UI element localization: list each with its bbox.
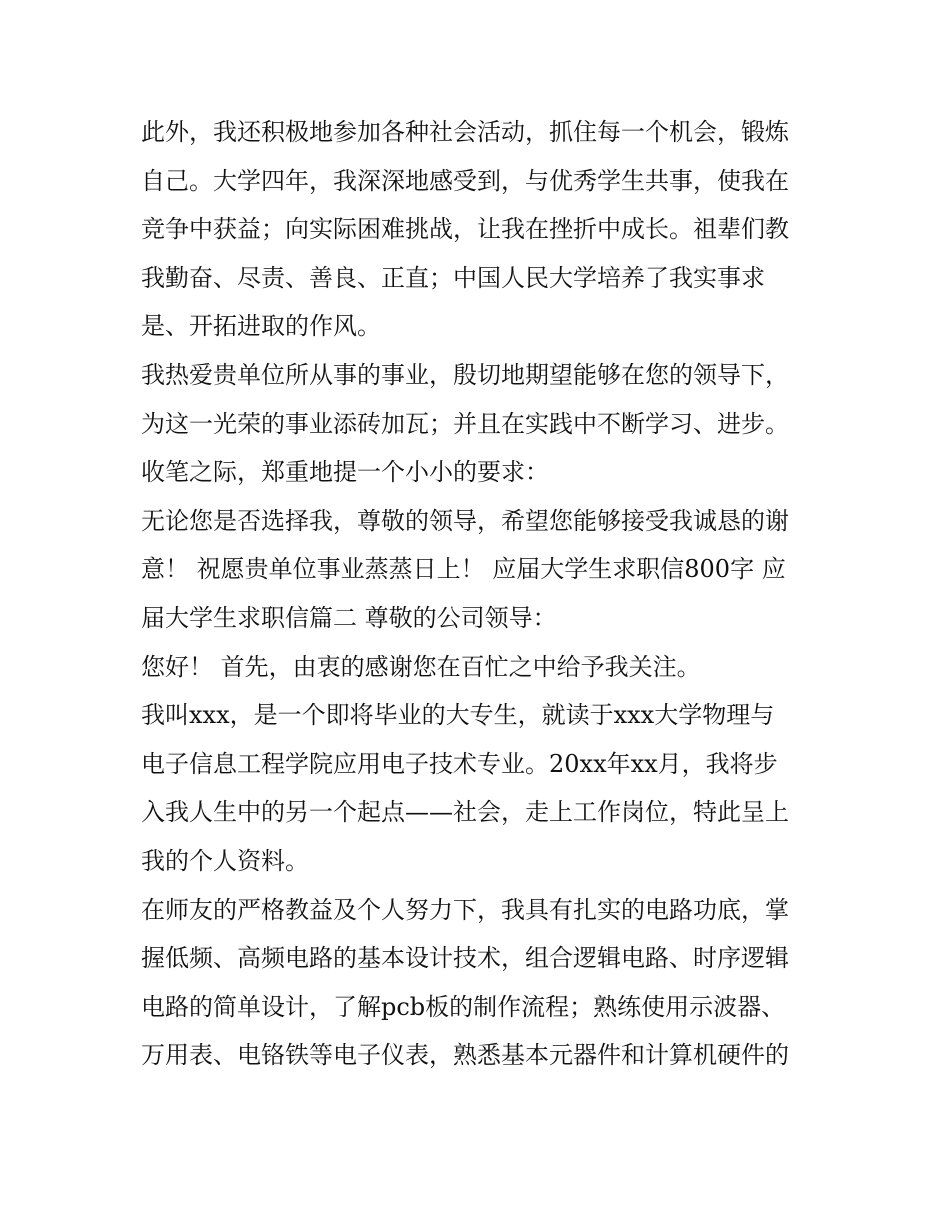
text-line: 电子信息工程学院应用电子技术专业。20xx年xx月，我将步 xyxy=(141,749,778,778)
text-line: 此外，我还积极地参加各种社会活动，抓住每一个机会，锻炼 xyxy=(141,118,789,146)
text-line: 在师友的严格教益及个人努力下，我具有扎实的电路功底，掌 xyxy=(141,895,789,924)
text-line: 我的个人资料。 xyxy=(141,846,309,875)
text-line: 我热爱贵单位所从事的事业，殷切地期望能够在您的领导下， xyxy=(141,360,789,389)
text-line: 握低频、高频电路的基本设计技术，组合逻辑电路、时序逻辑 xyxy=(141,944,789,973)
text-line: 收笔之际，郑重地提一个小小的要求： xyxy=(141,458,549,487)
letter-body-text xyxy=(141,108,821,1080)
text-line: 自己。大学四年，我深深地感受到，与优秀学生共事，使我在 xyxy=(141,166,789,195)
text-line: 为这一光荣的事业添砖加瓦；并且在实践中不断学习、进步。 xyxy=(141,409,789,438)
text-line: 我勤奋、尽责、善良、正直；中国人民大学培养了我实事求 xyxy=(141,263,765,292)
text-line: 您好！ 首先，由衷的感谢您在百忙之中给予我关注。 xyxy=(141,652,701,681)
text-line: 电路的简单设计，了解pcb板的制作流程；熟练使用示波器、 xyxy=(141,992,786,1021)
text-line: 是、开拓进取的作风。 xyxy=(141,312,381,341)
text-line: 入我人生中的另一个起点——社会，走上工作岗位，特此呈上 xyxy=(141,798,789,827)
text-line: 万用表、电铬铁等电子仪表，熟悉基本元器件和计算机硬件的 xyxy=(141,1041,789,1070)
text-line: 意！ 祝愿贵单位事业蒸蒸日上！ 应届大学生求职信800字 应 xyxy=(141,555,786,584)
text-line: 竞争中获益；向实际困难挑战，让我在挫折中成长。祖辈们教 xyxy=(141,215,789,244)
text-line: 届大学生求职信篇二 尊敬的公司领导： xyxy=(141,603,557,632)
text-line: 我叫xxx，是一个即将毕业的大专生，就读于xxx大学物理与 xyxy=(141,701,775,730)
text-line: 无论您是否选择我，尊敬的领导，希望您能够接受我诚恳的谢 xyxy=(141,506,789,535)
